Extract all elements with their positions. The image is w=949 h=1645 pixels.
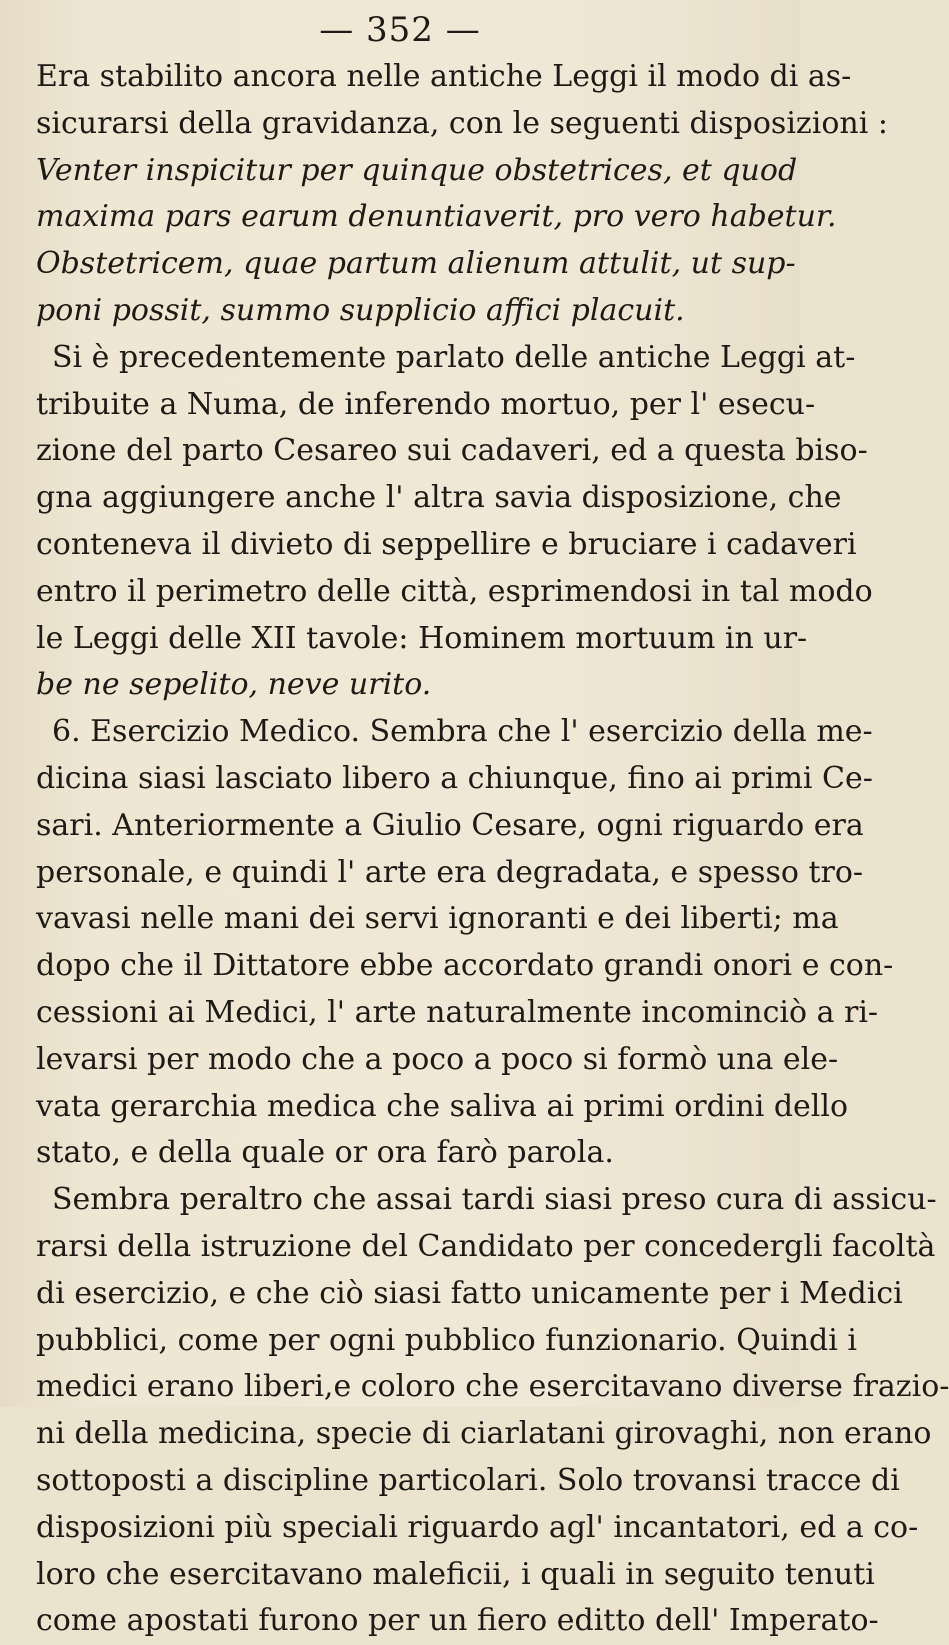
page-number-header: — 352 — bbox=[319, 10, 481, 50]
text-line: conteneva il divieto di seppellire e bruciare i cadaveri bbox=[36, 526, 857, 562]
text-line: entro il perimetro delle città, esprimendosi in tal modo bbox=[36, 573, 873, 609]
text-line: zione del parto Cesareo sui cadaveri, ed a questa biso- bbox=[36, 433, 868, 469]
text-line: disposizioni più speciali riguardo agl' incantatori, ed a co- bbox=[36, 1509, 919, 1545]
text-line: loro che esercitavano maleficii, i quali in seguito tenuti bbox=[36, 1556, 875, 1592]
text-line: tribuite a Numa, de inferendo mortuo, per l' esecu- bbox=[36, 386, 816, 422]
text-line: come apostati furono per un fiero editto dell' Imperato- bbox=[36, 1603, 879, 1639]
text-line: Si è precedentemente parlato delle antiche Leggi at- bbox=[52, 339, 856, 375]
text-line: sari. Anteriormente a Giulio Cesare, ogni riguardo era bbox=[36, 807, 864, 843]
text-line: be ne sepelito, neve urito. bbox=[36, 667, 432, 703]
text-line: Era stabilito ancora nelle antiche Leggi il modo di as- bbox=[36, 59, 852, 94]
text-line: stato, e della quale or ora farò parola. bbox=[36, 1135, 614, 1171]
text-line: vata gerarchia medica che saliva ai primi ordini dello bbox=[36, 1088, 849, 1124]
text-line: sottoposti a discipline particolari. Solo trovansi tracce di bbox=[36, 1462, 900, 1498]
text-line: poni possit, summo supplicio affici placuit. bbox=[36, 292, 685, 328]
text-line: Obstetricem, quae partum alienum attulit, ut sup- bbox=[36, 246, 796, 282]
text-line: le Leggi delle XII tavole: Hominem mortuum in ur- bbox=[36, 620, 808, 656]
text-line: cessioni ai Medici, l' arte naturalmente incominciò a ri- bbox=[36, 994, 879, 1030]
text-line: pubblici, come per ogni pubblico funzionario. Quindi i bbox=[36, 1322, 857, 1358]
text-line: levarsi per modo che a poco a poco si formò una ele- bbox=[36, 1041, 839, 1077]
text-line: rarsi della istruzione del Candidato per concedergli facoltà bbox=[36, 1228, 936, 1264]
text-line: sicurarsi della gravidanza, con le seguenti disposizioni : bbox=[36, 105, 888, 141]
text-line: di esercizio, e che ciò siasi fatto unicamente per i Medici bbox=[36, 1275, 903, 1311]
text-line: vavasi nelle mani dei servi ignoranti e dei liberti; ma bbox=[36, 901, 839, 937]
text-line: medici erano liberi,e coloro che esercitavano diverse frazio- bbox=[36, 1369, 949, 1405]
text-line: Venter inspicitur per quinque obstetrices, et quod bbox=[36, 152, 798, 188]
body-text bbox=[36, 54, 949, 1645]
text-line: dopo che il Dittatore ebbe accordato grandi onori e con- bbox=[36, 948, 894, 984]
text-line: maxima pars earum denuntiaverit, pro vero habetur. bbox=[36, 199, 837, 235]
text-line: dicina siasi lasciato libero a chiunque, fino ai primi Ce- bbox=[36, 760, 873, 796]
text-line: ni della medicina, specie di ciarlatani girovaghi, non erano bbox=[36, 1416, 932, 1452]
text-line: gna aggiungere anche l' altra savia disposizione, che bbox=[36, 480, 842, 516]
text-line: personale, e quindi l' arte era degradata, e spesso tro- bbox=[36, 854, 864, 890]
text-line: Sembra peraltro che assai tardi siasi preso cura di assicu- bbox=[52, 1182, 937, 1218]
text-line: 6. Esercizio Medico. Sembra che l' esercizio della me- bbox=[52, 714, 873, 750]
